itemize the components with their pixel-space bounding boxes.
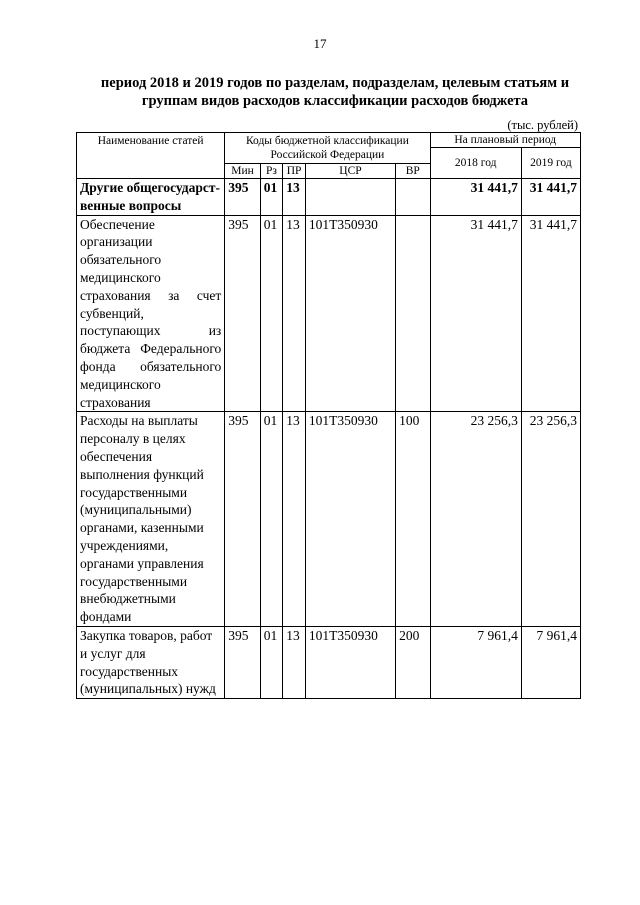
row-value-2019: 7 961,4 xyxy=(521,626,580,698)
header-name: Наименование статей xyxy=(77,133,225,179)
row-value-2018: 31 441,7 xyxy=(430,215,521,412)
page-number: 17 xyxy=(313,36,327,51)
header-codes: Коды бюджетной классификации Российской Федерации xyxy=(225,133,430,164)
budget-table xyxy=(76,132,581,699)
row-vr: 200 xyxy=(396,626,430,698)
row-min: 395 xyxy=(225,215,260,412)
row-pr: 13 xyxy=(283,179,306,216)
header-rz: Рз xyxy=(260,164,283,179)
row-min: 395 xyxy=(225,412,260,627)
row-pr: 13 xyxy=(283,412,306,627)
table-row xyxy=(77,412,581,627)
row-rz: 01 xyxy=(260,412,283,627)
row-pr: 13 xyxy=(283,215,306,412)
title-line-1: период 2018 и 2019 годов по разделам, подразделам, целевым статьям и xyxy=(100,75,570,91)
row-value-2018: 7 961,4 xyxy=(430,626,521,698)
document-title xyxy=(70,74,600,110)
table-row xyxy=(77,626,581,698)
row-value-2019: 31 441,7 xyxy=(521,179,580,216)
row-min: 395 xyxy=(225,626,260,698)
row-name: Другие общегосударст-венные вопросы xyxy=(77,179,225,216)
row-vr xyxy=(396,215,430,412)
row-value-2018: 31 441,7 xyxy=(430,179,521,216)
title-line-2: группам видов расходов классификации расходов бюджета xyxy=(141,93,529,109)
table-row xyxy=(77,179,581,216)
table-row xyxy=(77,215,581,412)
row-value-2019: 31 441,7 xyxy=(521,215,580,412)
row-csr: 101Т350930 xyxy=(305,412,395,627)
row-vr: 100 xyxy=(396,412,430,627)
header-year-2018: 2018 год xyxy=(430,148,521,179)
row-pr: 13 xyxy=(283,626,306,698)
row-vr xyxy=(396,179,430,216)
row-min: 395 xyxy=(225,179,260,216)
header-plan-period: На плановый период xyxy=(430,133,580,148)
row-csr: 101Т350930 xyxy=(305,626,395,698)
header-csr: ЦСР xyxy=(305,164,395,179)
row-name: Закупка товаров, работ и услуг для государственных (муниципальных) нужд xyxy=(77,626,225,698)
header-vr: ВР xyxy=(396,164,430,179)
header-pr: ПР xyxy=(283,164,306,179)
row-name: Расходы на выплаты персоналу в целях обеспечения выполнения функций государственными (муниципальными) органами, казенными учреждениями, органами управления государственными внебюджетными фондами xyxy=(77,412,225,627)
row-csr xyxy=(305,179,395,216)
row-value-2018: 23 256,3 xyxy=(430,412,521,627)
units-label: (тыс. рублей) xyxy=(507,118,578,132)
row-name: Обеспечение организации обязательного медицинского страхования за счет субвенций, поступающих из бюджета Федерального фонда обязательного медицинского страхования xyxy=(77,215,225,412)
row-csr: 101Т350930 xyxy=(305,215,395,412)
row-rz: 01 xyxy=(260,179,283,216)
row-value-2019: 23 256,3 xyxy=(521,412,580,627)
row-rz: 01 xyxy=(260,215,283,412)
header-min: Мин xyxy=(225,164,260,179)
row-rz: 01 xyxy=(260,626,283,698)
header-year-2019: 2019 год xyxy=(521,148,580,179)
